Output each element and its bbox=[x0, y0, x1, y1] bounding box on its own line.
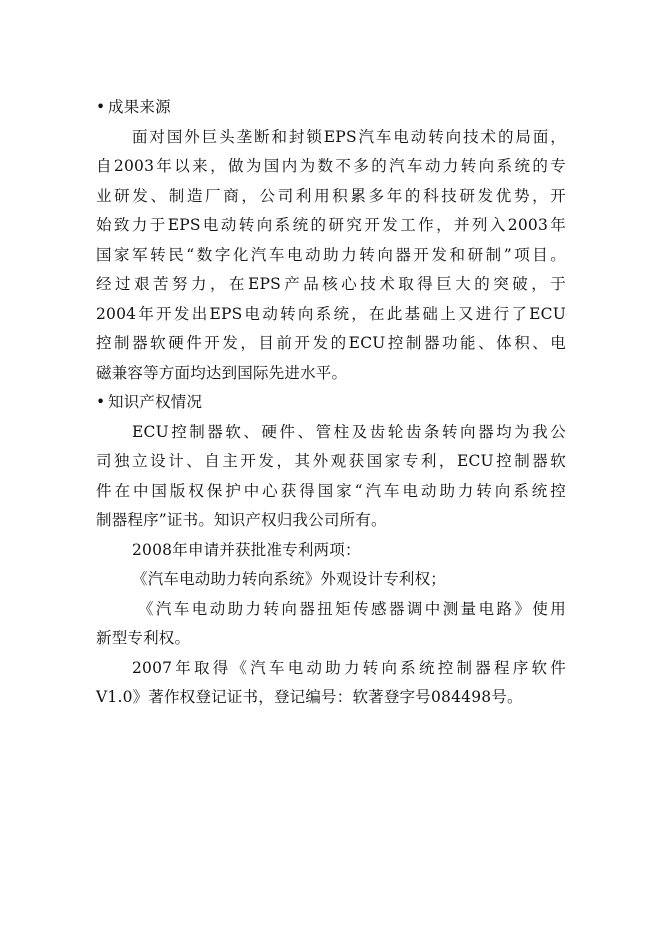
paragraph-line: 国家军转民“数字化汽车电动助力转向器开发和研制”项目。 bbox=[96, 245, 566, 264]
paragraph-line: 2007年取得《汽车电动助力转向系统控制器程序软件 bbox=[132, 658, 566, 677]
paragraph-line: 始致力于EPS电动转向系统的研究开发工作，并列入2003年 bbox=[96, 216, 566, 234]
paragraph-line: 司独立设计、自主开发，其外观获国家专利，ECU控制器软 bbox=[96, 452, 566, 470]
paragraph-line: 件在中国版权保护中心获得国家“汽车电动助力转向系统控 bbox=[96, 481, 566, 500]
bullet-icon: • bbox=[96, 393, 106, 411]
paragraph-line: 《汽车电动助力转向系统》外观设计专利权； bbox=[132, 570, 447, 588]
section-heading-ip bbox=[96, 392, 566, 412]
bullet-icon: • bbox=[96, 98, 106, 116]
paragraph-line: 磁兼容等方面均达到国际先进水平。 bbox=[96, 363, 348, 382]
paragraph-line: 《汽车电动助力转向器扭矩传感器调中测量电路》使用 bbox=[138, 599, 566, 618]
paragraph-line: 2004年开发出EPS电动转向系统，在此基础上又进行了ECU bbox=[96, 304, 566, 323]
paragraph-line: 制器程序”证书。知识产权归我公司所有。 bbox=[96, 511, 387, 529]
paragraph-line: 新型专利权。 bbox=[96, 629, 191, 647]
paragraph-line: 自2003年以来，做为国内为数不多的汽车动力转向系统的专 bbox=[96, 157, 566, 175]
section-heading-source bbox=[96, 97, 566, 117]
section-title: 成果来源 bbox=[108, 98, 171, 116]
paragraph-line: 2008年申请并获批准专利两项： bbox=[132, 540, 361, 559]
paragraph-line: 业研发、制造厂商，公司利用积累多年的科技研发优势，开 bbox=[96, 186, 566, 205]
paragraph-line: 面对国外巨头垄断和封锁EPS汽车电动转向技术的局面， bbox=[132, 127, 566, 146]
section-title: 知识产权情况 bbox=[108, 393, 203, 411]
paragraph-line: 经过艰苦努力，在EPS产品核心技术取得巨大的突破，于 bbox=[96, 275, 566, 293]
document-body bbox=[96, 97, 566, 707]
paragraph-line: V1.0》著作权登记证书，登记编号：软著登字号084498号。 bbox=[96, 688, 523, 706]
paragraph-line: ECU控制器软、硬件、管柱及齿轮齿条转向器均为我公 bbox=[132, 422, 566, 441]
paragraph-line: 控制器软硬件开发，目前开发的ECU控制器功能、体积、电 bbox=[96, 334, 566, 352]
